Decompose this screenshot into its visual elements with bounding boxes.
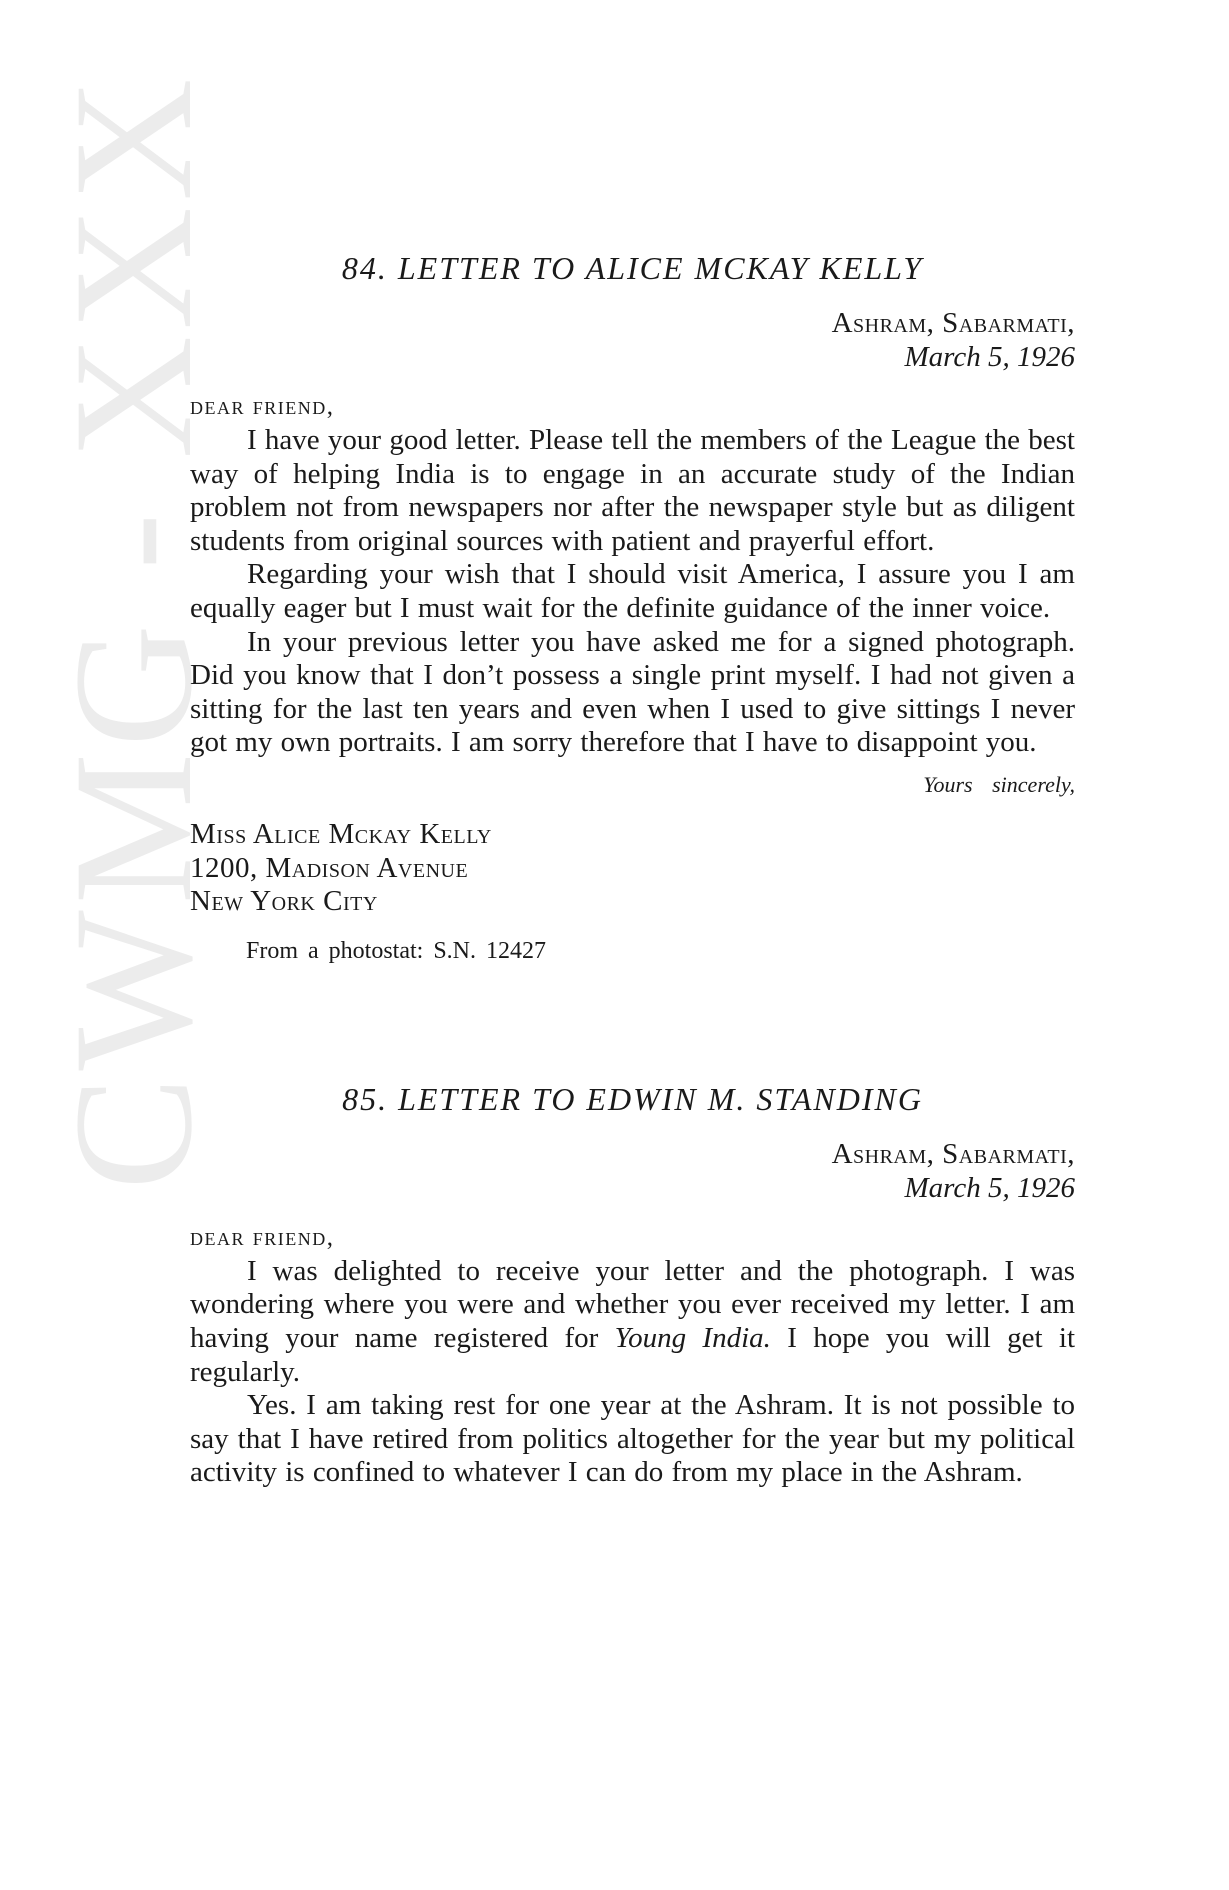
address-line: 1200, Madison Avenue	[190, 851, 469, 884]
letter-place: Ashram, Sabarmati,	[831, 1137, 1075, 1170]
letter-84	[190, 248, 1075, 967]
watermark	[39, 72, 227, 1200]
address-line: Miss Alice Mckay Kelly	[190, 817, 492, 850]
body-paragraph: I have your good letter. Please tell the members of the League the best way of helping India is to engage in an accurate study of the Indian problem not from newspapers nor after the newspaper style but as diligent students from original sources with patient and prayerful effort.	[190, 424, 1075, 557]
letter-place: Ashram, Sabarmati,	[831, 307, 1075, 339]
source-note: From a photostat: S.N. 12427	[246, 937, 547, 964]
letter-date: March 5, 1926	[904, 1171, 1075, 1204]
letter-85	[190, 1079, 1075, 1490]
publication-title: Young India.	[614, 1321, 771, 1354]
letter-title: 85. LETTER TO EDWIN M. STANDING	[342, 1080, 923, 1117]
watermark-text: CWMG - XXX	[39, 72, 227, 1190]
salutation: dear friend,	[190, 393, 335, 420]
paragraph-text: I was delighted to receive your letter and the photograph. I was wondering where you were and whether you ever received my letter. I am having your name registered for	[190, 1254, 1075, 1354]
letter-date: March 5, 1926	[904, 341, 1075, 373]
recipient-address	[190, 818, 1075, 919]
body-paragraph: Regarding your wish that I should visit America, I assure you I am equally eager but I must wait for the definite guidance of the inner voice.	[190, 558, 1075, 624]
salutation: dear friend,	[190, 1223, 335, 1251]
paragraph-text: I hope you will get it regularly.	[190, 1321, 1076, 1388]
letter-title: 84. LETTER TO ALICE MCKAY KELLY	[341, 250, 924, 286]
body-paragraph	[190, 1255, 1075, 1389]
closing: Yours sincerely,	[923, 771, 1075, 797]
document-page	[190, 248, 1075, 1490]
body-paragraph: Yes. I am taking rest for one year at the Ashram. It is not possible to say that I have retired from politics altogether for the year but my political activity is confined to whatever I can do from my place in the Ashram.	[190, 1389, 1075, 1489]
address-line: New York City	[190, 885, 378, 918]
body-paragraph: In your previous letter you have asked me for a signed photograph. Did you know that I don’t possess a single print myself. I had not given a sitting for the last ten years and even when I used to give sittings I never got my own portraits. I am sorry therefore that I have to disappoint you.	[190, 625, 1075, 759]
